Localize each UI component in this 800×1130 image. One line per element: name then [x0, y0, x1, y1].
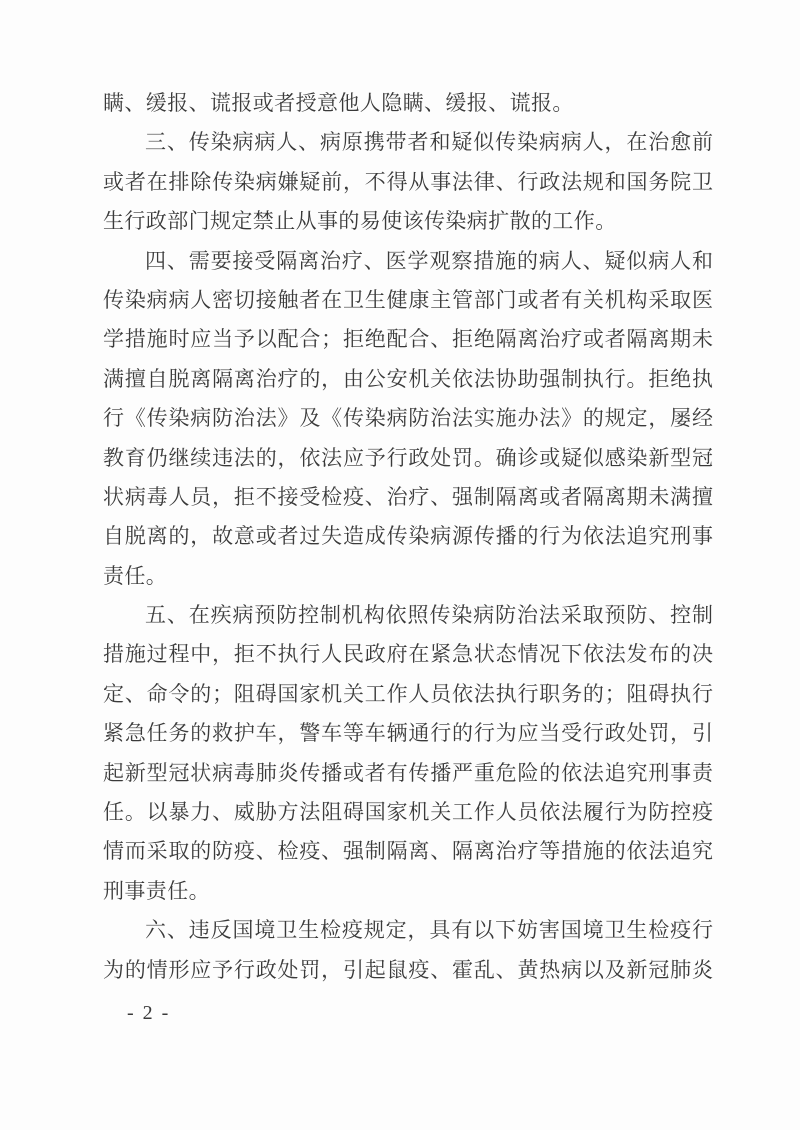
text-line: 六、违反国境卫生检疫规定，具有以下妨害国境卫生检疫行	[145, 918, 713, 943]
text-line: 教育仍继续违法的，依法应予行政处罚。确诊或疑似感染新型冠	[103, 445, 713, 470]
text-line: 定、命令的；阻碍国家机关工作人员依法执行职务的；阻碍执行	[103, 681, 713, 706]
text-line: 为的情形应予行政处罚，引起鼠疫、霍乱、黄热病以及新冠肺炎	[103, 957, 713, 982]
text-line: 瞒、缓报、谎报或者授意他人隐瞒、缓报、谎报。	[103, 91, 574, 115]
text-line: 状病毒人员，拒不接受检疫、治疗、强制隔离或者隔离期未满擅	[103, 484, 713, 509]
text-line: 四、需要接受隔离治疗、医学观察措施的病人、疑似病人和	[145, 248, 713, 273]
text-line: 传染病病人密切接触者在卫生健康主管部门或者有关机构采取医	[103, 287, 713, 312]
page-content	[103, 84, 713, 990]
text-line: 五、在疾病预防控制机构依照传染病防治法采取预防、控制	[145, 603, 713, 628]
paragraph-item-5	[103, 596, 713, 911]
text-line: 三、传染病病人、病原携带者和疑似传染病病人，在治愈前	[145, 130, 713, 155]
paragraph-item-6	[103, 911, 713, 990]
text-line: 刑事责任。	[103, 878, 210, 903]
text-line: 学措施时应当予以配合；拒绝配合、拒绝隔离治疗或者隔离期未	[103, 327, 713, 352]
text-line: 措施过程中，拒不执行人民政府在紧急状态情况下依法发布的决	[103, 642, 713, 667]
paragraph-continuation	[103, 84, 713, 123]
text-line: 自脱离的，故意或者过失造成传染病源传播的行为依法追究刑事	[103, 524, 713, 549]
text-line: 责任。	[103, 563, 168, 588]
page-number: - 2 -	[127, 1002, 171, 1024]
text-line: 或者在排除传染病嫌疑前，不得从事法律、行政法规和国务院卫	[103, 169, 713, 194]
text-line: 满擅自脱离隔离治疗的，由公安机关依法协助强制执行。拒绝执	[103, 366, 713, 391]
text-line: 情而采取的防疫、检疫、强制隔离、隔离治疗等措施的依法追究	[103, 839, 713, 864]
text-line: 起新型冠状病毒肺炎传播或者有传播严重危险的依法追究刑事责	[103, 760, 713, 785]
text-line: 行《传染病防治法》及《传染病防治法实施办法》的规定，屡经	[103, 406, 713, 431]
paragraph-item-4	[103, 242, 713, 597]
text-line: 任。以暴力、威胁方法阻碍国家机关工作人员依法履行为防控疫	[103, 800, 713, 825]
paragraph-item-3	[103, 123, 713, 241]
text-line: 生行政部门规定禁止从事的易使该传染病扩散的工作。	[103, 209, 617, 234]
text-line: 紧急任务的救护车，警车等车辆通行的行为应当受行政处罚，引	[103, 721, 713, 746]
